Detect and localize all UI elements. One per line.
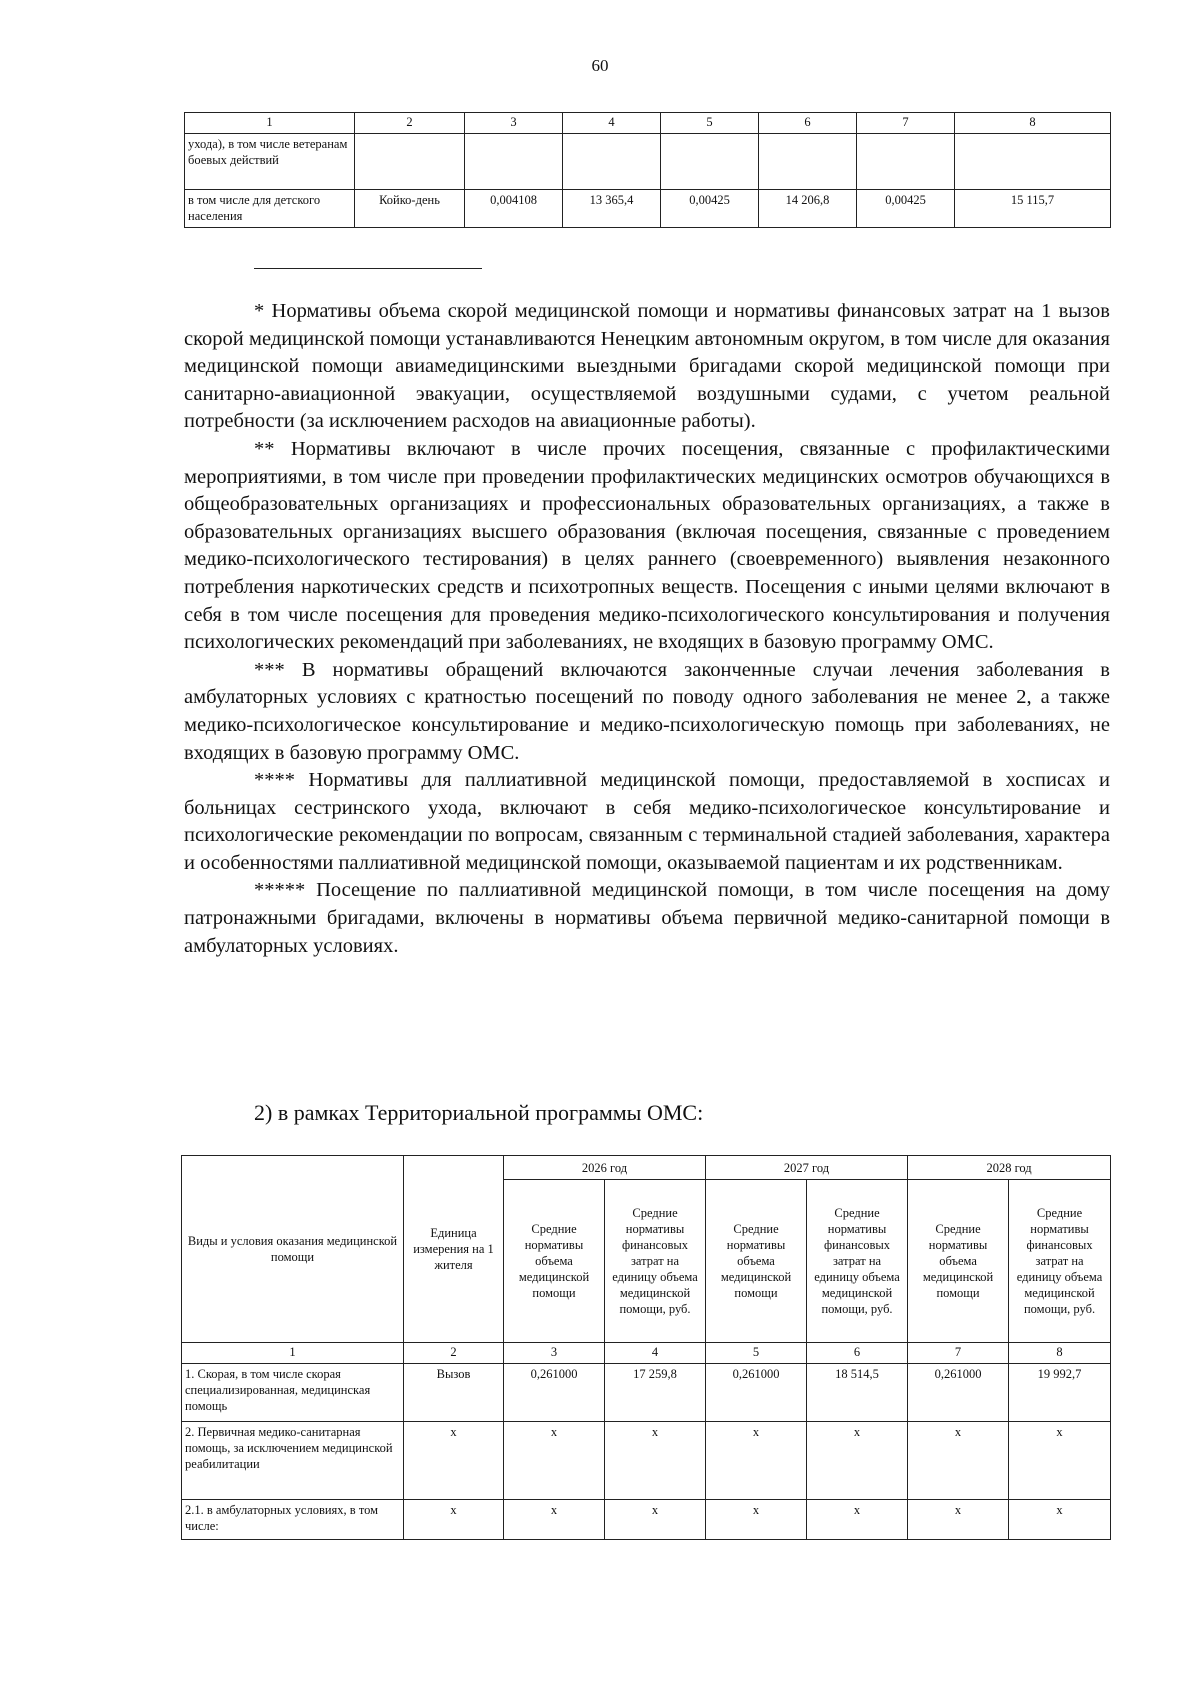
column-number: 8 (955, 113, 1111, 134)
table-header-row (182, 1156, 1111, 1180)
column-number: 3 (465, 113, 563, 134)
column-number: 7 (857, 113, 955, 134)
table-cell (661, 134, 759, 190)
header-volume: Средние нормативы объема медицинской помощи (504, 1180, 605, 1343)
table-cell: 0,004108 (465, 190, 563, 228)
table-cell: х (504, 1422, 605, 1500)
oms-norms-table (181, 1155, 1111, 1540)
header-year: 2026 год (504, 1156, 706, 1180)
table-cell: 2. Первичная медико-санитарная помощь, за исключением медицинской реабилитации (182, 1422, 404, 1500)
table-cell: х (1009, 1500, 1111, 1540)
footnotes (184, 298, 1110, 960)
table-cell: 2.1. в амбулаторных условиях, в том числе: (182, 1500, 404, 1540)
section-title: 2) в рамках Территориальной программы ОМС: (254, 1100, 704, 1125)
table-cell: в том числе для детского населения (185, 190, 355, 228)
table-cell (955, 134, 1111, 190)
column-number: 7 (908, 1343, 1009, 1364)
table-cell (857, 134, 955, 190)
table-cell: х (404, 1422, 504, 1500)
table-cell: х (807, 1500, 908, 1540)
table-cell: 0,261000 (706, 1364, 807, 1422)
table-cell: х (605, 1422, 706, 1500)
table-cell: 0,261000 (908, 1364, 1009, 1422)
header-cost: Средние нормативы финансовых затрат на единицу объема медицинской помощи, руб. (1009, 1180, 1111, 1343)
table-row (182, 1364, 1111, 1422)
column-number: 5 (661, 113, 759, 134)
table-cell (465, 134, 563, 190)
column-number: 1 (185, 113, 355, 134)
table-cell: ухода), в том числе ветеранам боевых действий (185, 134, 355, 190)
column-number: 8 (1009, 1343, 1111, 1364)
column-number: 2 (355, 113, 465, 134)
table-cell: х (1009, 1422, 1111, 1500)
column-number: 1 (182, 1343, 404, 1364)
table-cell: 17 259,8 (605, 1364, 706, 1422)
table-row (182, 1422, 1111, 1500)
table-cell: 19 992,7 (1009, 1364, 1111, 1422)
table-cell: 0,261000 (504, 1364, 605, 1422)
column-number: 6 (807, 1343, 908, 1364)
table-cell: х (605, 1500, 706, 1540)
table-cell (759, 134, 857, 190)
page-number: 60 (591, 56, 609, 75)
table-cell: х (504, 1500, 605, 1540)
footnote: **** Нормативы для паллиативной медицинской помощи, предоставляемой в хосписах и больницах сестринского ухода, включают в себя медико-психологическое консультирование и психологические рекомендации по вопросам, связанным с терминальной стадией заболевания, характера и особенностями паллиативной медицинской помощи, оказываемой пациентам и их родственникам. (184, 769, 1110, 874)
column-number: 2 (404, 1343, 504, 1364)
table-cell: Койко-день (355, 190, 465, 228)
table-row (185, 134, 1111, 190)
table-row (182, 1500, 1111, 1540)
table-cell: 18 514,5 (807, 1364, 908, 1422)
header-type: Виды и условия оказания медицинской помощи (182, 1156, 404, 1343)
table-cell: х (706, 1500, 807, 1540)
table-cell: Вызов (404, 1364, 504, 1422)
column-number: 3 (504, 1343, 605, 1364)
footnote: *** В нормативы обращений включаются законченные случаи лечения заболевания в амбулаторных условиях с кратностью посещений по поводу одного заболевания не менее 2, а также медико-психологическое консультирование и медико-психологическую помощь при заболеваниях, не входящих в базовую программу ОМС. (184, 658, 1110, 764)
table-column-numbers (185, 113, 1111, 134)
table-cell (563, 134, 661, 190)
header-cost: Средние нормативы финансовых затрат на единицу объема медицинской помощи, руб. (605, 1180, 706, 1343)
header-volume: Средние нормативы объема медицинской помощи (706, 1180, 807, 1343)
table-cell (355, 134, 465, 190)
table-cell: х (807, 1422, 908, 1500)
table-row (185, 190, 1111, 228)
column-number: 4 (563, 113, 661, 134)
footnote: ***** Посещение по паллиативной медицинской помощи, в том числе посещения на дому патронажными бригадами, включены в нормативы объема первичной медико-санитарной помощи в амбулаторных условиях. (184, 879, 1110, 957)
header-year: 2028 год (908, 1156, 1111, 1180)
footnote: * Нормативы объема скорой медицинской помощи и нормативы финансовых затрат на 1 вызов скорой медицинской помощи устанавливаются Ненецким автономным округом, в том числе для оказания медицинской помощи авиамедицинскими выездными бригадами скорой медицинской помощи при санитарно-авиационной эвакуации, осуществляемой воздушными судами, с учетом реальной потребности (за исключением расходов на авиационные работы). (184, 300, 1110, 433)
column-number: 6 (759, 113, 857, 134)
table-cell: х (908, 1500, 1009, 1540)
table-cell: х (706, 1422, 807, 1500)
table-cell: 14 206,8 (759, 190, 857, 228)
header-cost: Средние нормативы финансовых затрат на единицу объема медицинской помощи, руб. (807, 1180, 908, 1343)
table-continuation (184, 112, 1111, 228)
table-cell: 13 365,4 (563, 190, 661, 228)
table-cell: 0,00425 (857, 190, 955, 228)
header-volume: Средние нормативы объема медицинской помощи (908, 1180, 1009, 1343)
table-cell: х (908, 1422, 1009, 1500)
table-cell: 15 115,7 (955, 190, 1111, 228)
table-column-numbers (182, 1343, 1111, 1364)
column-number: 5 (706, 1343, 807, 1364)
table-cell: 0,00425 (661, 190, 759, 228)
footnote-divider (254, 268, 482, 269)
footnote: ** Нормативы включают в числе прочих посещения, связанные с профилактическими мероприятиями, в том числе при проведении профилактических медицинских осмотров обучающихся в общеобразовательных организациях и профессиональных образовательных организациях, а также в образовательных организациях высшего образования (включая посещения, связанные с проведением медико-психологического тестирования) в целях раннего (своевременного) выявления незаконного потребления наркотических средств и психотропных веществ. Посещения с иными целями включают в себя в том числе посещения для проведения медико-психологического консультирования и получения психологических рекомендаций при заболеваниях, не входящих в базовую программу ОМС. (184, 437, 1110, 654)
column-number: 4 (605, 1343, 706, 1364)
header-unit: Единица измерения на 1 жителя (404, 1156, 504, 1343)
table-cell: х (404, 1500, 504, 1540)
table-cell: 1. Скорая, в том числе скорая специализированная, медицинская помощь (182, 1364, 404, 1422)
header-year: 2027 год (706, 1156, 908, 1180)
